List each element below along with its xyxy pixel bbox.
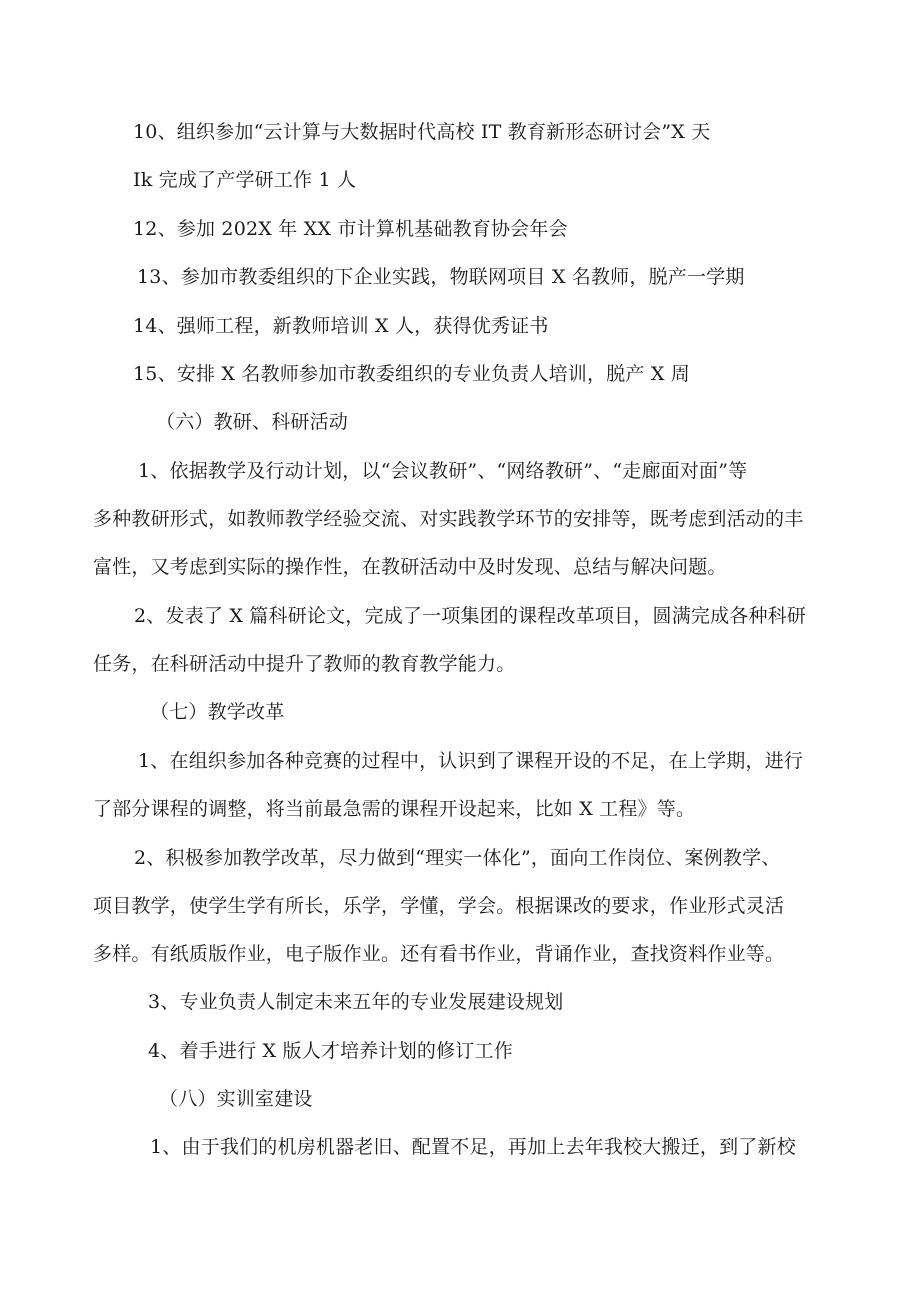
section-7-para-2-line-1: 2、积极参加教学改革，尽力做到“理实一体化”，面向工作岗位、案例教学、 [134,847,781,869]
section-7-item-4-line: 4、着手进行 X 版人才培养计划的修订工作 [148,1040,513,1062]
item-12-line: 12、参加 202X 年 XX 市计算机基础教育协会年会 [133,218,568,240]
section-7-para-1-line-1: 1、在组织参加各种竞赛的过程中，认识到了课程开设的不足，在上学期，进行 [138,750,804,772]
section-6-heading: （六）教研、科研活动 [156,411,349,433]
section-7-para-1-line-2: 了部分课程的调整，将当前最急需的课程开设起来，比如 X 工程》等。 [93,798,696,820]
item-10-line: 10、组织参加“云计算与大数据时代高校 IT 教育新形态研讨会”X 天 [133,121,711,143]
section-7-para-2-line-2: 项目教学，使学生学有所长，乐学，学懂，学会。根据课改的要求，作业形式灵活 [93,895,785,917]
section-7-heading: （七）教学改革 [150,701,285,723]
section-7-item-3-line: 3、专业负责人制定未来五年的专业发展建设规划 [148,991,564,1013]
item-13-line: 13、参加市教委组织的下企业实践，物联网项目 X 名教师，脱产一学期 [137,266,745,288]
item-14-line: 14、强师工程，新教师培训 X 人，获得优秀证书 [133,315,549,337]
item-15-line: 15、安排 X 名教师参加市教委组织的专业负责人培训，脱产 X 周 [133,363,690,385]
section-8-heading: （八）实训室建设 [159,1088,313,1110]
section-6-para-2-line-1: 2、发表了 X 篇科研论文，完成了一项集团的课程改革项目，圆满完成各种科研 [134,605,807,627]
section-8-para-1-line-1: 1、由于我们的机房机器老旧、配置不足，再加上去年我校大搬迁，到了新校 [150,1136,796,1158]
section-6-para-1-line-1: 1、依据教学及行动计划，以“会议教研”、“网络教研”、“走廊面对面”等 [138,460,748,482]
item-11-line: Ik 完成了产学研工作 1 人 [133,169,357,191]
section-6-para-1-line-2: 多种教研形式，如教师教学经验交流、对实践教学环节的安排等，既考虑到活动的丰 [93,508,804,530]
section-6-para-2-line-2: 任务，在科研活动中提升了教师的教育教学能力。 [93,653,516,675]
section-7-para-2-line-3: 多样。有纸质版作业，电子版作业。还有看书作业，背诵作业，查找资料作业等。 [93,943,785,965]
section-6-para-1-line-3: 富性，又考虑到实际的操作性，在教研活动中及时发现、总结与解决问题。 [93,556,727,578]
